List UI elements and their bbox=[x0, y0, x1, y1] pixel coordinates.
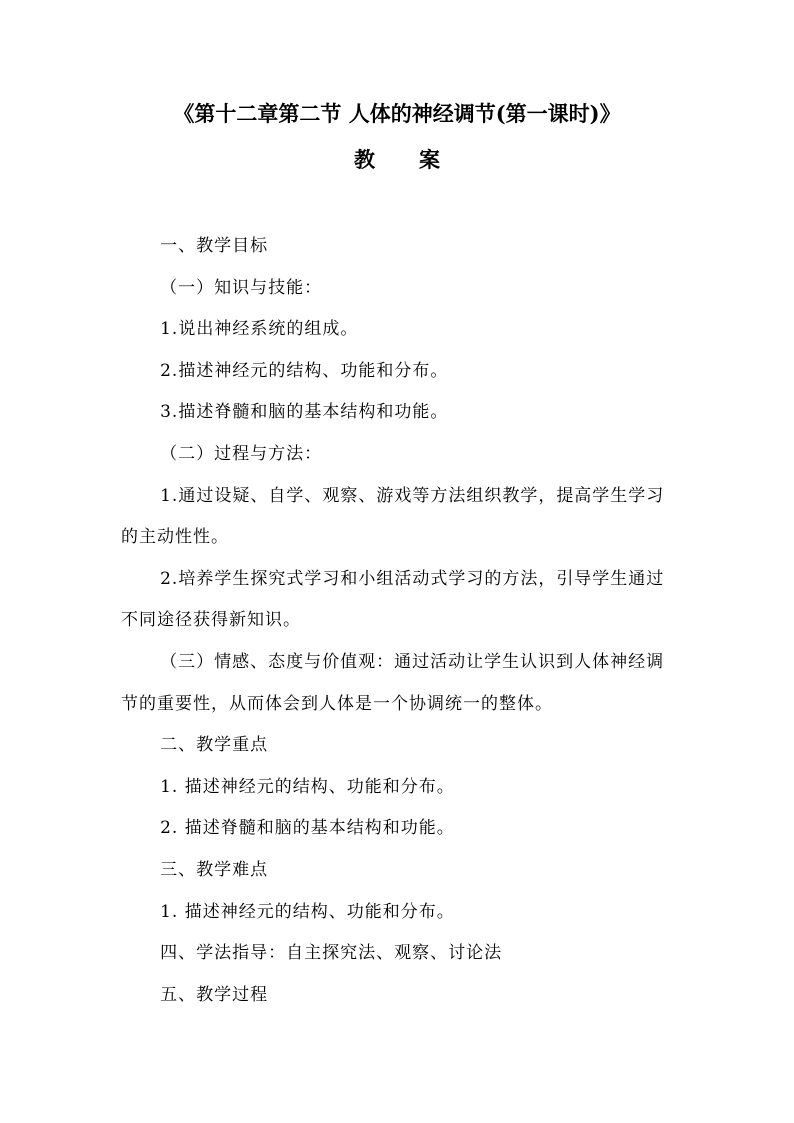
section-heading-objectives: 一、教学目标 bbox=[160, 236, 269, 256]
method-item: 2.培养学生探究式学习和小组活动式学习的方法，引导学生通过不同途径获得新知识。 bbox=[121, 568, 665, 631]
document-title: 《第十二章第二节 人体的神经调节(第一课时)》 bbox=[173, 101, 621, 126]
document-body bbox=[121, 226, 681, 1016]
section-heading-difficulties: 三、教学难点 bbox=[160, 859, 269, 880]
subsection-attitudes-values: （三）情感、态度与价值观：通过活动让学生认识到人体神经调节的重要性，从而体会到人体是一个协调统一的整体。 bbox=[121, 651, 665, 714]
subsection-knowledge-skills: （一）知识与技能： bbox=[160, 277, 323, 298]
section-heading-study-guide: 四、学法指导：自主探究法、观察、讨论法 bbox=[160, 943, 503, 964]
key-point-item: 1. 描述神经元的结构、功能和分布。 bbox=[160, 776, 455, 797]
key-point-item: 2. 描述脊髓和脑的基本结构和功能。 bbox=[160, 818, 455, 839]
difficulty-item: 1. 描述神经元的结构、功能和分布。 bbox=[160, 901, 455, 922]
subsection-process-methods: （二）过程与方法： bbox=[160, 443, 323, 464]
section-heading-teaching-process: 五、教学过程 bbox=[160, 984, 269, 1005]
objective-item: 3.描述脊髓和脑的基本结构和功能。 bbox=[160, 402, 449, 423]
objective-item: 2.描述神经元的结构、功能和分布。 bbox=[160, 360, 449, 381]
section-heading-key-points: 二、教学重点 bbox=[160, 735, 269, 756]
document-subtitle: 教案 bbox=[354, 147, 484, 172]
objective-item: 1.说出神经系统的组成。 bbox=[160, 319, 359, 340]
method-item: 1.通过设疑、自学、观察、游戏等方法组织教学，提高学生学习的主动性性。 bbox=[121, 485, 665, 548]
